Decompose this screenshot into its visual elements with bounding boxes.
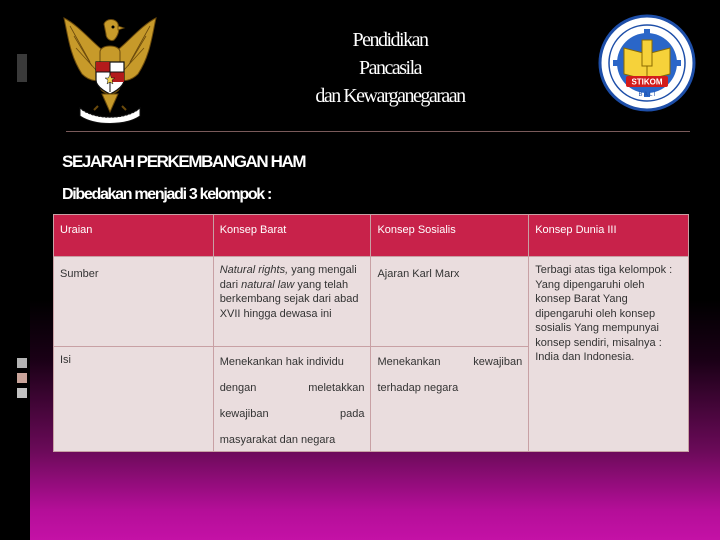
cell-sumber-sosialis [371, 257, 529, 347]
header-cell-uraian: Uraian [54, 215, 214, 257]
section-heading: SEJARAH PERKEMBANGAN HAM [62, 152, 306, 171]
cell-isi-sosialis [371, 347, 529, 452]
header-cell-konsep-barat: Konsep Barat [213, 215, 371, 257]
slide-title [260, 26, 520, 110]
cell-text: Isi [60, 354, 71, 366]
bar-square [17, 54, 27, 82]
cell-text-italic: Natural rights, [219, 264, 289, 276]
bullet-square [17, 388, 27, 398]
ham-concepts-table [53, 214, 689, 452]
cell-text: Sumber [60, 268, 99, 280]
cell-text: terhadap negara [377, 382, 459, 394]
header-cell-konsep-dunia-iii: Konsep Dunia III [529, 215, 689, 257]
stikom-logo-icon [596, 14, 698, 112]
garuda-emblem-icon [60, 16, 160, 126]
title-line: Pendidikan [352, 29, 428, 51]
row-label-sumber [54, 257, 214, 347]
cell-text: Menekankan kewajiban [377, 356, 523, 368]
header-cell-konsep-sosialis: Konsep Sosialis [371, 215, 529, 257]
cell-dunia-iii [529, 257, 689, 452]
bullet-square [17, 373, 27, 383]
cell-text: dengan meletakkan [219, 382, 365, 394]
cell-text: masyarakat dan negara [219, 434, 336, 446]
bullet-square [17, 358, 27, 368]
cell-sumber-barat [213, 257, 371, 347]
cell-text: Ajaran Karl Marx [377, 268, 460, 280]
cell-text: Menekankan hak individu [219, 356, 344, 368]
table-header-row [54, 215, 689, 257]
divider [66, 131, 690, 132]
cell-text: kewajiban pada [219, 408, 365, 420]
logo-sub-text: B A L I [638, 92, 656, 98]
title-line: Pancasila [358, 57, 422, 79]
section-subheading: Dibedakan menjadi 3 kelompok : [62, 186, 272, 203]
table-row [54, 257, 689, 347]
title-line: dan Kewarganegaraan [315, 85, 465, 107]
row-label-isi [54, 347, 214, 452]
cell-text-italic: natural law [241, 278, 295, 291]
cell-text: Terbagi atas tiga kelompok : Yang dipengaruhi oleh konsep Barat Yang dipengaruhi oleh konsep sosialis Yang mempunyai konsep sendiri, misalnya : India dan Indonesia. [535, 264, 673, 363]
cell-text: yang telah berkembang sejak dari abad XVII hingga dewasa ini [219, 278, 359, 320]
cell-text: yang mengali dari [219, 264, 357, 291]
logo-badge-text: STIKOM [631, 77, 663, 87]
cell-isi-barat [213, 347, 371, 452]
